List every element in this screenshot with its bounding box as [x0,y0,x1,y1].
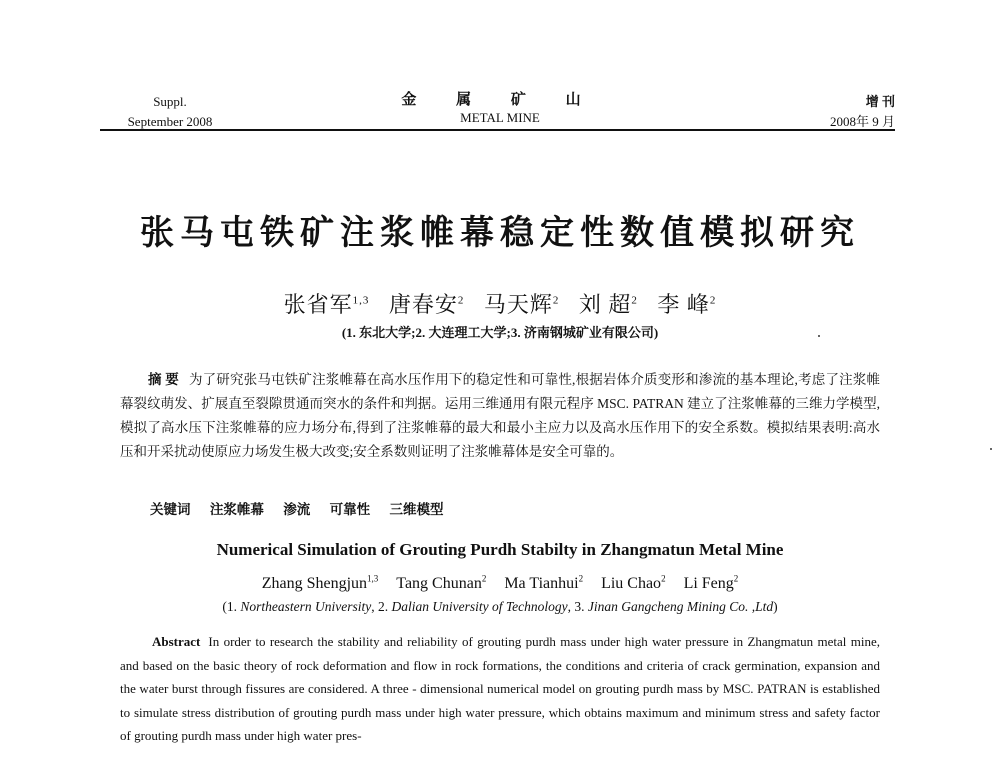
affiliation-3: Jinan Gangcheng Mining Co. ,Ltd [587,599,774,614]
keyword: 可靠性 [329,502,371,517]
authors-cn [0,288,1000,319]
journal-name-en: METAL MINE [460,110,540,125]
abstract-cn [120,368,880,464]
header-suppl-cn: 增 刊 [865,94,895,109]
header-center [400,92,600,126]
header-right [790,94,895,130]
keyword: 渗流 [283,502,311,517]
keywords-cn-label: 关键词 [150,502,191,517]
header-date-cn: 2008年 9 月 [829,114,895,129]
author-en: Li Feng$^2$ [683,574,739,593]
abstract-en-text: In order to research the stability and reliability of grouting purdh mass under high water pressure in Zhangmatun metal mine, and based on the basic theory of rock deformation and flow in rock formations, the conditions and criteria of crack germination, expansion and the water burst through fissures are considered. A three - dimensional numerical model on grouting purdh mass by MSC. PATRAN is established to simulate stress distribution of grouting purdh mass under high water pressure, which obtains maximum and minimum stress and safety factor of grouting purdh mass under high water pres- [120,634,880,743]
header-suppl: Suppl. [153,94,187,109]
affiliation-2: Dalian University of Technology [391,599,568,614]
author-en: Tang Chunan$^2$ [396,574,487,593]
scan-speck [990,448,992,450]
author-cn: 李 峰$^2$ [657,292,717,317]
abstract-en [120,630,880,748]
author-cn: 张省军$^{1,3}$ [283,292,370,317]
author-cn: 唐春安$^2$ [388,292,465,317]
scan-speck [818,335,820,337]
header-date-en: September 2008 [127,114,213,129]
author-cn: 马天辉$^2$ [483,292,560,317]
abstract-cn-text: 为了研究张马屯铁矿注浆帷幕在高水压作用下的稳定性和可靠性,根据岩体介质变形和渗流的基本理论,考虑了注浆帷幕裂纹萌发、扩展直至裂隙贯通而突水的条件和判据。运用三维通用有限元程序 MSC. PATRAN 建立了注浆帷幕的三维力学模型,模拟了高水压下注浆帷幕的应力场分布,得到了注浆帷幕的最大和最小主应力以及高水压作用下的安全系数。模拟结果表明:高水压和开采扰动使原应力场发生极大改变;安全系数则证明了注浆帷幕体是安全可靠的。 [120,372,881,459]
journal-name-cn: 金 属 矿 山 [401,92,599,108]
affiliation-cn: (1. 东北大学;2. 大连理工大学;3. 济南钢城矿业有限公司) [341,325,659,340]
header-rule [100,129,895,131]
abstract-cn-label: 摘 要 [148,372,179,387]
author-en: Zhang Shengjun$^{1,3}$ [261,574,379,593]
keyword: 注浆帷幕 [209,502,264,517]
title-en: Numerical Simulation of Grouting Purdh Stabilty in Zhangmatun Metal Mine [216,540,784,559]
keywords-cn [150,498,444,518]
abstract-en-label: Abstract [152,634,201,649]
title-cn: 张马屯铁矿注浆帷幕稳定性数值模拟研究 [140,215,860,252]
author-en: Liu Chao$^2$ [601,574,666,593]
author-en: Ma Tianhui$^2$ [504,574,584,593]
authors-en [0,574,1000,593]
author-cn: 刘 超$^2$ [578,292,638,317]
affiliation-1: Northeastern University [240,599,372,614]
keyword: 三维模型 [389,502,444,517]
header-left [100,94,240,130]
affiliation-en: (1. Northeastern University, 2. Dalian University of Technology, 3. Jinan Gangcheng Mining Co. ,Ltd) [222,599,778,614]
